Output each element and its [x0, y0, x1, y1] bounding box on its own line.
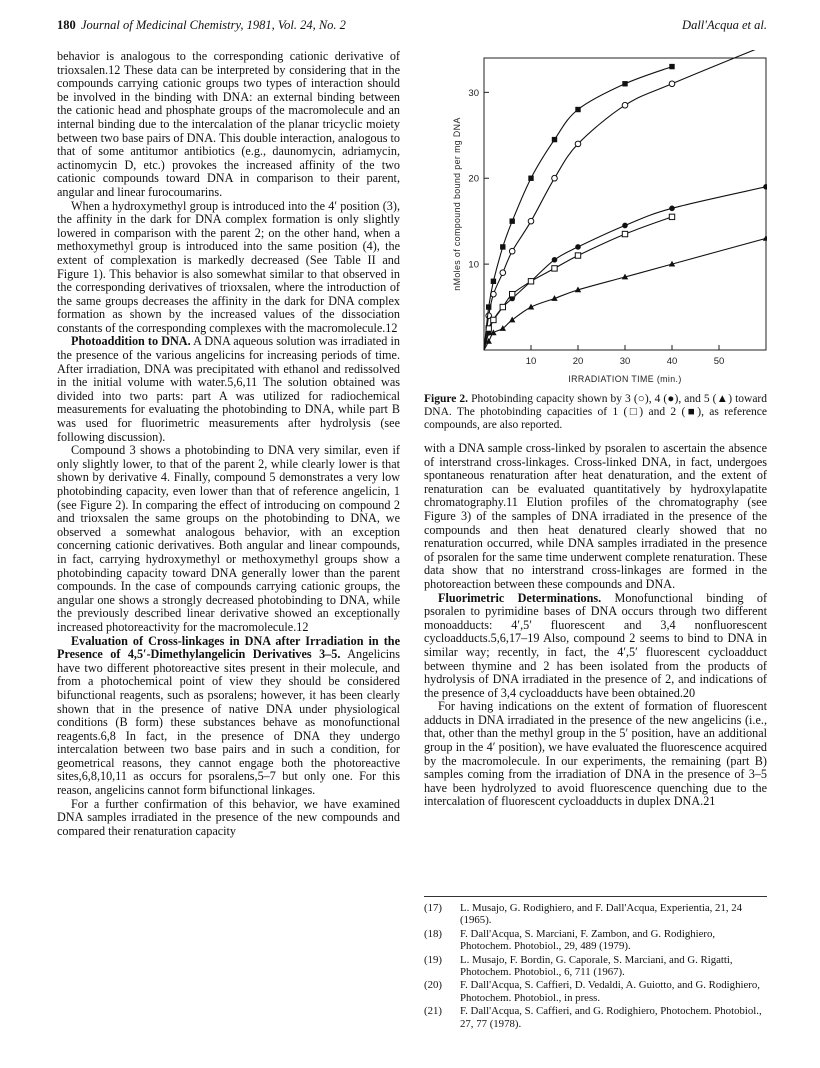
data-point-open-circle [622, 102, 628, 108]
section-heading: Fluorimetric Determinations. [438, 590, 602, 605]
y-tick-label: 10 [468, 259, 479, 271]
data-point-filled-circle [552, 257, 558, 263]
data-point-open-square [528, 279, 533, 284]
reference-number: (18) [424, 927, 442, 940]
paragraph: Compound 3 shows a photobinding to DNA very similar, even if only slightly lower, to that of the parent 2, while clearly lower is that shown by derivative 4. Finally, compound 5 demonstrates a very low photobinding capacity, even lower than that of reference angelicin, 1 (see Figure 2). In comparing the effect of introducing on compound 2 and trioxsalen the same groups on the photobinding to DNA, we observed a somewhat analogous behavior, with an exception concerning cationic derivatives. Both angular and linear compounds, in fact, carrying hydroxymethyl or methoxymethyl groups show a photobinding capacity toward DNA generally lower than the parent compounds. In the case of compounds carrying cationic groups, the angular one shows a strongly decreased photobinding to DNA, while the previously described linear derivative showed an exceptionally increased photoreactivity for the macromolecule.12 [57, 443, 400, 634]
reference-number: (20) [424, 979, 442, 992]
running-authors: Dall'Acqua et al. [682, 18, 767, 32]
data-point-open-square [491, 317, 496, 322]
x-tick-label: 50 [713, 356, 725, 367]
x-tick-label: 40 [666, 356, 678, 367]
reference-item [424, 1005, 767, 1030]
paragraph: Evaluation of Cross-linkages in DNA after Irradiation in the Presence of 4,5′-Dimethylangelicin Derivatives 3–5. Angelicins have two different photoreactive sites present in their molecule, and from a photochemical point of view they should be considered bifunctional reagents, such as psoralens; however, it has been clearly shown that in the presence of native DNA under physiological conditions (B form) these substances behave as monofunctional reagents.6,8 In fact, in the presence of DNA they undergo intercalation between two base pairs and in such a condition, for geometrical reasons, they cannot engage both the photoreactive sites,6,8,10,11 as occurs for psoralens,5–7 but only one. For this reason, angelicins cannot form bifunctional linkages. [57, 633, 400, 798]
reference-text: F. Dall'Acqua, S. Caffieri, D. Vedaldi, A. Guiotto, and G. Rodighiero, Photochem. Photobiol., in press. [460, 979, 760, 1004]
reference-number: (19) [424, 953, 442, 966]
data-point-filled-triangle [509, 317, 515, 323]
data-point-open-circle [669, 81, 675, 87]
right-column [424, 442, 767, 809]
series-line [484, 217, 672, 350]
photobinding-chart [424, 50, 767, 390]
x-axis-label: IRRADIATION TIME (min.) [568, 374, 682, 384]
x-tick-label: 10 [525, 356, 537, 367]
journal-citation: Journal of Medicinal Chemistry, 1981, Vol. 24, No. 2 [81, 18, 346, 32]
data-point-filled-square [510, 218, 515, 223]
data-point-filled-circle [622, 223, 628, 229]
data-point-open-circle [528, 218, 534, 224]
data-point-filled-triangle [763, 235, 767, 241]
data-point-filled-square [622, 81, 627, 86]
figure-caption-text: Photobinding capacity shown by 3 (○), 4 (●), and 5 (▲) toward DNA. The photobinding capacities of 1 (□) and 2 (■), as reference compounds, are also reported. [424, 393, 768, 431]
data-point-filled-square [500, 244, 505, 249]
series-line [484, 238, 766, 350]
data-point-open-circle [552, 175, 558, 181]
section-heading: Evaluation of Cross-linkages in DNA after Irradiation in the Presence of 4,5′-Dimethylangelicin Derivatives 3–5. [57, 633, 400, 662]
data-point-filled-circle [669, 205, 675, 211]
x-tick-label: 20 [572, 356, 584, 367]
x-tick-label: 30 [619, 356, 631, 367]
reference-text: F. Dall'Acqua, S. Caffieri, and G. Rodighiero, Photochem. Photobiol., 27, 77 (1978). [460, 1005, 762, 1030]
data-point-filled-square [669, 64, 674, 69]
y-tick-label: 20 [468, 173, 479, 185]
data-point-open-square [552, 266, 557, 271]
references [424, 902, 767, 1031]
reference-text: L. Musajo, F. Bordin, G. Caporale, S. Marciani, and G. Rigatti, Photochem. Photobiol., 6, 711 (1967). [460, 953, 733, 979]
data-point-open-square [500, 304, 505, 309]
reference-text: L. Musajo, G. Rodighiero, and F. Dall'Acqua, Experientia, 21, 24 (1965). [460, 902, 743, 927]
data-point-open-square [669, 214, 674, 219]
paragraph: When a hydroxymethyl group is introduced into the 4′ position (3), the affinity in the dark for DNA complex formation is only slightly lowered in comparison with the parent 2; on the other hand, when a methoxymethyl group is introduced into the same position (4), the extent of complexation is markedly decreased (See Table II and Figure 1). This behavior is also somewhat similar to that observed in the corresponding derivatives of trioxsalen, where the introduction of the same groups decreases the affinity in the dark for DNA complex formation as shown by the increased values of the dissociation constants of the corresponding complexes with the macromolecule.12 [57, 198, 400, 335]
paragraph: For having indications on the extent of formation of fluorescent adducts in DNA irradiated in the presence of the new angelicins (i.e., that, other than the methyl group in the 5′ position, have an additional group in the 4′ position), we have evaluated the fluorescence acquired by the macromolecule. In our experiments, the remaining (part B) samples coming from the irradiation of DNA in the presence of 3–5 have been hydrolyzed to avoid fluorescence quenching due to the intercalation of fluorescent cycloadducts in duplex DNA.21 [424, 699, 767, 809]
figure-caption [424, 393, 767, 432]
paragraph: For a further confirmation of this behavior, we have examined DNA samples irradiated in the presence of the new compounds and compared their renaturation capacity [57, 796, 400, 838]
references-divider [424, 896, 767, 897]
page-header [57, 18, 767, 38]
reference-text: F. Dall'Acqua, S. Marciani, F. Zambon, and G. Rodighiero, Photochem. Photobiol., 29, 489 (1979). [460, 927, 716, 953]
paragraph: Fluorimetric Determinations. Monofunctional binding of psoralen to pyrimidine bases of DNA occurs through two different monoadducts: 4′,5′ fluorescent and 3,4 nonfluorescent cycloadducts.5,6,17–19 Also, compound 2 seems to bind to DNA in similar way; recently, in fact, the 4′,5′ fluorescent cycloadduct between thymine and 2 has been isolated from the products of hydrolysis of DNA irradiated in the presence of 2, and indications of the presence of 3,4 cycloadducts have been obtained.20 [424, 590, 768, 700]
series-line [484, 50, 766, 350]
data-point-filled-square [528, 176, 533, 181]
reference-number: (21) [424, 1005, 442, 1018]
left-column [57, 50, 400, 838]
data-point-filled-square [552, 137, 557, 142]
paragraph: Photoaddition to DNA. A DNA aqueous solution was irradiated in the presence of the various angelicins for increasing periods of time. After irradiation, DNA was precipitated with ethanol and redissolved in the initial volume with water.5,6,11 The solution obtained was divided into two parts: part A was utilized for radiochemical measurements for evaluating the photobinding to DNA, while part B was used for fluorimetric measurements after hydrolysis (see following discussion). [57, 334, 400, 444]
data-point-open-circle [500, 270, 506, 276]
data-point-open-circle [575, 141, 581, 147]
data-point-filled-circle [575, 244, 581, 250]
plot-frame [484, 58, 766, 350]
data-point-open-square [622, 231, 627, 236]
paragraph: with a DNA sample cross-linked by psoralen to ascertain the absence of interstrand cross-linkages. Cross-linked DNA, in fact, undergoes spontaneous renaturation after heat denaturation, and the extent of renaturation can be evaluated quantitatively by hydroxylapatite chromatography.11 Elution profiles of the chromatography (see Figure 3) of the samples of DNA irradiated in the presence of the compounds and then heat denatured clearly showed that no renaturation occurred, while DNA samples irradiated in the presence of psoralen for the same time underwent complete renaturation. These data show that no interstrand cross-linkages are formed in the photoreaction between these compounds and DNA. [424, 441, 767, 591]
reference-number: (17) [424, 902, 442, 914]
series-line [484, 187, 766, 350]
data-point-filled-square [491, 279, 496, 284]
data-point-open-circle [509, 248, 515, 254]
reference-item [424, 902, 767, 927]
y-axis-label: nMoles of compound bound per mg DNA [452, 117, 462, 291]
reference-item [424, 979, 767, 1004]
data-point-filled-square [486, 304, 491, 309]
figure-label: Figure 2. [424, 393, 469, 405]
paragraph: behavior is analogous to the corresponding cationic derivative of trioxsalen.12 These data can be interpreted by considering that in the compounds carrying cationic groups two types of interaction should be involved in the binding with DNA: an external binding between the cationic head and phosphate groups of the macromolecule and an internal binding due to the intercalation of the planar tricyclic moiety between two base pairs of DNA. This double interaction, analogous to that of some antitumor antibiotics (e.g., daunomycin, adriamycin, actinomycin D, etc.) provokes the increased affinity of the two cationic compounds toward DNA in comparison to their parent, angular and linear furocoumarins. [57, 49, 400, 199]
section-heading: Photoaddition to DNA. [71, 334, 191, 349]
figure-2 [424, 50, 767, 430]
reference-item [424, 928, 767, 953]
page-number: 180 [57, 18, 76, 32]
data-point-filled-square [575, 107, 580, 112]
data-point-filled-circle [763, 184, 767, 190]
reference-item [424, 954, 767, 979]
data-point-open-square [575, 253, 580, 258]
data-point-open-square [510, 291, 515, 296]
y-tick-label: 30 [468, 87, 479, 99]
